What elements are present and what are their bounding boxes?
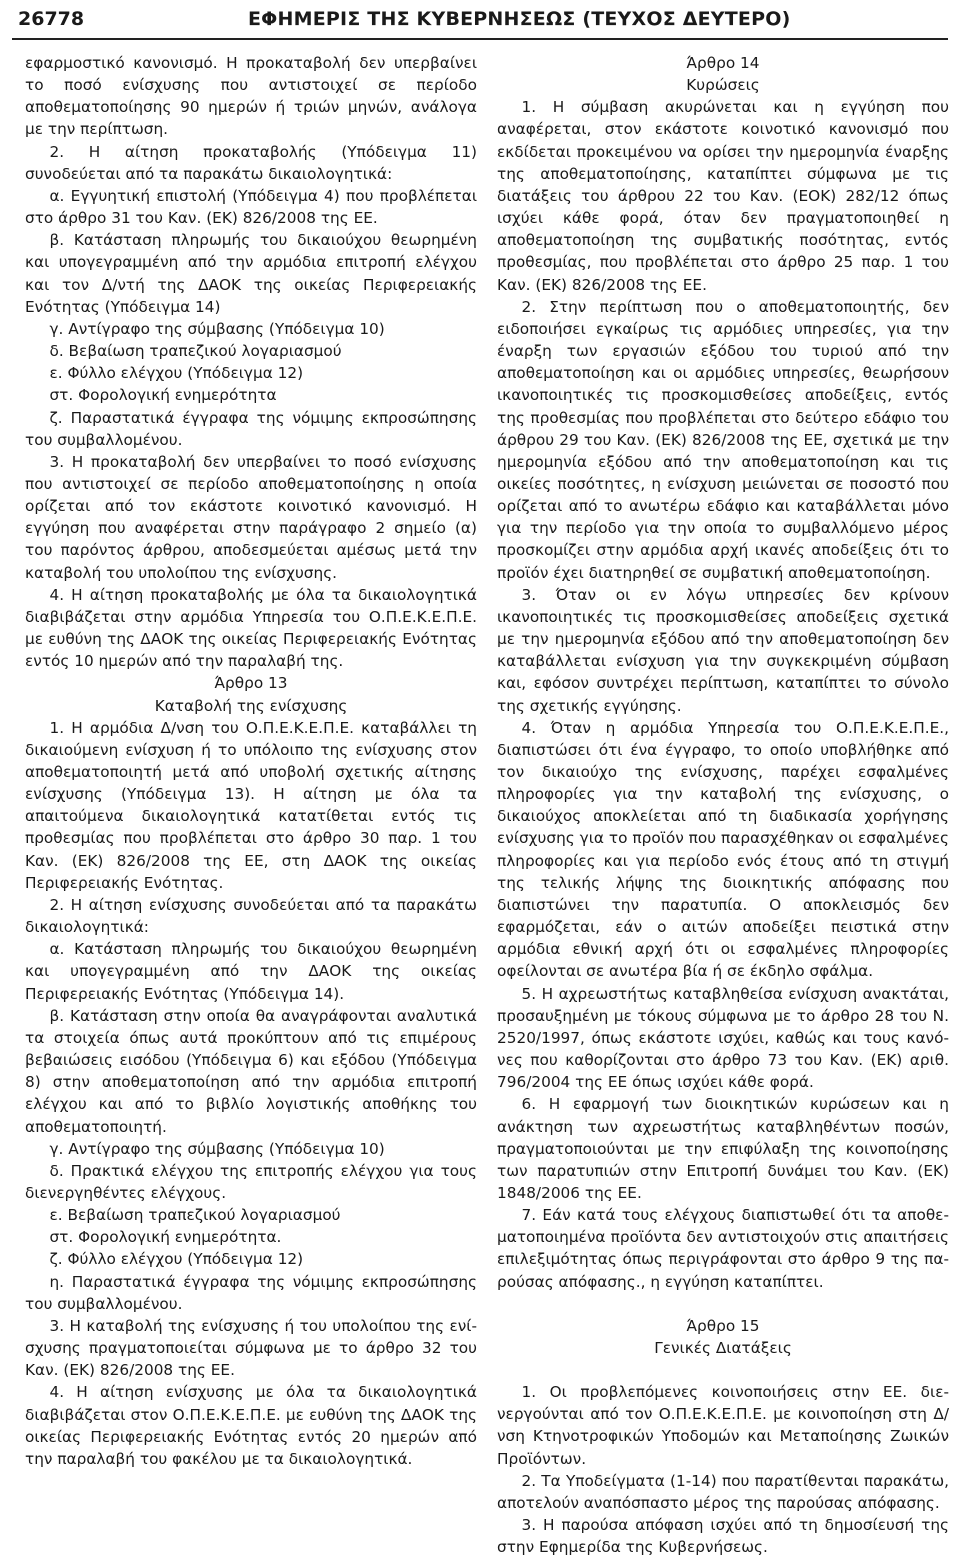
paragraph: στ. Φορολογική ενημερότητα. bbox=[49, 1228, 282, 1247]
article-heading: Γενικές Διατάξεις bbox=[654, 1338, 792, 1357]
page-number: 26778 bbox=[18, 8, 85, 30]
paragraph: 7. Εάν κατά τους ελέγχους διαπιστωθεί ότι τα αποθεματοποιημένα προϊόντα δεν αντιστοιχούν στις απαιτήσεις επιλεξιμότητας όπως περιγράφονται στο άρθρο 9 της παρούσας απόφασης., η εγγύηση καταπίπτει. bbox=[497, 1206, 949, 1291]
page-header bbox=[12, 4, 948, 38]
paragraph: δ. Βεβαίωση τραπεζικού λογαριασμού bbox=[49, 342, 342, 361]
article-heading: Καταβολή της ενίσχυσης bbox=[154, 696, 348, 715]
paragraph: ε. Φύλλο ελέγχου (Υπόδειγμα 12) bbox=[49, 364, 304, 383]
paragraph: 2. Τα Υποδείγματα (1-14) που παρατίθενται παρακάτω, αποτελούν αναπόσπαστο μέρος της παρούσας απόφασης. bbox=[497, 1471, 949, 1512]
paragraph: ε. Βεβαίωση τραπεζικού λογαριασμού bbox=[49, 1206, 341, 1225]
paragraph: 4. Η αίτηση ενίσχυσης με όλα τα δικαιολογητικά διαβιβάζεται στον Ο.Π.Ε.Κ.Ε.Π.Ε. με ευθύνη της ΔΑΟΚ της οικείας Περιφερειακής Ενότητας εντός 20 ημερών από την παραλαβή του φακέλου με τα δικαιολογητικά. bbox=[25, 1383, 477, 1468]
paragraph: δ. Πρακτικά ελέγχου της επιτροπής ελέγχου για τους διενεργηθέντες ελέγχους. bbox=[25, 1161, 477, 1202]
paragraph: 1. Η σύμβαση ακυρώνεται και η εγγύηση που αναφέρεται, στον εκάστοτε κοινοτικό κανονισμό που εκδίδεται προκειμένου να ορίσει την ημερομηνία έναρξης της αποθεματοποίησης, καταπίπτει σύμφωνα με τις διατάξεις του άρθρου 22 του Καν. (ΕΟΚ) 282/12 όπως ισχύει κάθε φορά, όταν δεν πραγματοποιηθεί η αποθεματοποίηση της συμβατικής ποσότητας, εντός προθεσμίας, που προβλέπεται στο άρθρο 25 παρ. 1 του Καν. (ΕΚ) 826/2008 της ΕΕ. bbox=[497, 98, 949, 294]
paragraph: 3. Η προκαταβολή δεν υπερβαίνει το ποσό ενίσχυσης που αντιστοιχεί σε περίοδο αποθεματοποίησης η οποία ορίζεται από τον εκάστοτε κοινοτικό κανονισμό. Η εγγύηση που αναφέρεται στην παράγραφο 2 σημείο (α) του παρόντος άρθρου, αποδεσμεύεται αμέσως μετά την καταβολή του υπολοίπου της ενίσχυσης. bbox=[25, 452, 477, 582]
paragraph: 3. Όταν οι εν λόγω υπηρεσίες δεν κρίνουν ικανοποιητικές τις προσκομισθείσες αποδείξεις σχετικά με την ημερομηνία εξόδου από την αποθεματοποίηση δεν καταβάλλεται ενίσχυση για την συγκεκριμένη σύμβαση και, εφόσον συντρέχει περίπτωση, καταπίπτει το σύνολο της σχετικής εγγύησης. bbox=[497, 585, 949, 715]
article-heading: Άρθρο 13 bbox=[214, 674, 288, 693]
paragraph: ζ. Φύλλο ελέγχου (Υπόδειγμα 12) bbox=[49, 1250, 304, 1269]
right-column bbox=[497, 52, 949, 1558]
paragraph: 4. Όταν η αρμόδια Υπηρεσία του Ο.Π.Ε.Κ.Ε.Π.Ε., διαπιστώσει ότι ένα έγγραφο, το οποίο υποβλήθηκε από τον δικαιούχο της ενίσχυσης, παρέχει εσφαλμένες πληροφορίες για την καταβολή της ενίσχυσης, ο δικαιούχος αποκλείεται από τη διαδικασία χορήγησης ενίσχυσης για το προϊόν που παρασχέθηκαν οι εσφαλμένες πληροφορίες και για περίοδο ενός έτους από τη στιγμή της τελικής λήψης της διοικητικής απόφασης που διαπιστώνει την παρατυπία. Ο αποκλεισμός δεν εφαρμόζεται, εάν ο αιτών αποδείξει πειστικά στην αρμόδια εθνική αρχή ότι οι εσφαλμένες πληροφορίες οφείλονται σε ανωτέρα βία ή σε έκδηλο σφάλμα. bbox=[497, 718, 949, 981]
paragraph: α. Κατάσταση πληρωμής του δικαιούχου θεωρημένη και υπογεγραμμένη από την ΔΑΟΚ της οικείας Περιφερειακής Ενότητας (Υπόδειγμα 14). bbox=[25, 940, 477, 1003]
article-heading: Κυρώσεις bbox=[686, 76, 760, 95]
paragraph: ζ. Παραστατικά έγγραφα της νόμιμης εκπροσώπησης του συμβαλλομένου. bbox=[25, 408, 477, 449]
paragraph: στ. Φορολογική ενημερότητα bbox=[49, 386, 277, 405]
paragraph: 6. Η εφαρμογή των διοικητικών κυρώσεων και η ανάκτηση των αχρεωστήτως καταβληθέντων ποσών, πραγματοποιούνται με την επιφύλαξη της κοινοποίησης των παρατυπιών στην Επιτροπή δυνάμει του Καν. (ΕΚ) 1848/2006 της ΕΕ. bbox=[497, 1095, 949, 1202]
paragraph: 4. Η αίτηση προκαταβολής με όλα τα δικαιολογητικά διαβιβάζεται στην αρμόδια Υπηρεσία του Ο.Π.Ε.Κ.Ε.Π.Ε. με ευθύνη της ΔΑΟΚ της οικείας Περιφερειακής Ενότητας εντός 10 ημερών από την παραλαβή της. bbox=[25, 585, 477, 671]
paragraph: 1. Οι προβλεπόμενες κοινοποιήσεις στην ΕΕ. διενεργούνται από τον Ο.Π.Ε.Κ.Ε.Π.Ε. με κοινοποίηση στη Δ/νση Κτηνοτροφικών Υποδομών και Μεταποίησης Ζωικών Προϊόντων. bbox=[497, 1383, 949, 1468]
article-heading: Άρθρο 15 bbox=[686, 1316, 760, 1335]
paragraph: α. Εγγυητική επιστολή (Υπόδειγμα 4) που προβλέπεται στο άρθρο 31 του Καν. (ΕΚ) 826/2008 της ΕΕ. bbox=[25, 186, 477, 228]
paragraph: εφαρμοστικό κανονισμό. Η προκαταβολή δεν υπερβαίνει το ποσό ενίσχυσης που αντιστοιχεί σε περίοδο αποθεματοποίησης 90 ημερών ή τριών μηνών, ανάλογα με την περίπτωση. bbox=[25, 54, 477, 139]
left-column bbox=[25, 52, 477, 1470]
paragraph: 1. Η αρμόδια Δ/νση του Ο.Π.Ε.Κ.Ε.Π.Ε. καταβάλλει τη δικαιούμενη ενίσχυση ή το υπόλοιπο της ενίσχυσης στον αποθεματοποιητή μετά από υποβολή σχετικής αίτησης ενίσχυσης (Υπόδειγμα 13). Η αίτηση με όλα τα απαιτούμενα δικαιολογητικά κατατίθεται εντός τις προθεσμίας που προβλέπεται στο άρθρο 30 παρ. 1 του Καν. (ΕΚ) 826/2008 της ΕΕ, στη ΔΑΟΚ της οικείας Περιφερειακής Ενότητας. bbox=[25, 718, 477, 892]
paragraph: γ. Αντίγραφο της σύμβασης (Υπόδειγμα 10) bbox=[49, 1139, 385, 1158]
paragraph: 2. Στην περίπτωση που ο αποθεματοποιητής, δεν ειδοποιήσει εγκαίρως τις αρμόδιες υπηρεσίες, για την έναρξη των εργασιών εξόδου του τυριού από την αποθεματοποίηση και οι αρμόδιες υπηρεσίες, θεωρήσουν ικανοποιητικές τις προσκομισθείσες αποδείξεις, εντός της προθεσμίας που προβλέπεται στο δεύτερο εδάφιο του άρθρου 29 του Καν. (ΕΚ) 826/2008 της ΕΕ, σχετικά με την ημερομηνία εξόδου από την αποθεματοποίηση και τις οικείες ποσότητες, η ενίσχυση μειώνεται σε ποσοστό που ορίζεται από το ανωτέρω εδάφιο και καταβάλλεται μόνο για την περίοδο για την οποία το συμβαλλόμενο μέρος προσκομίζει στην αρμόδια αρχή ικανές αποδείξεις ότι το προϊόν έχει διατηρηθεί σε συμβατική αποθεματοποίηση. bbox=[497, 297, 949, 582]
paragraph: η. Παραστατικά έγγραφα της νόμιμης εκπροσώπησης του συμβαλλομένου. bbox=[25, 1272, 477, 1313]
paragraph: γ. Αντίγραφο της σύμβασης (Υπόδειγμα 10) bbox=[49, 319, 385, 338]
header-rule bbox=[12, 38, 948, 40]
paragraph: 2. Η αίτηση ενίσχυσης συνοδεύεται από τα παρακάτω δικαιολογητικά: bbox=[25, 895, 477, 937]
gazette-title: ΕΦΗΜΕΡΙΣ ΤΗΣ ΚΥΒΕΡΝΗΣΕΩΣ (ΤΕΥΧΟΣ ΔΕΥΤΕΡΟ) bbox=[248, 8, 791, 30]
paragraph: 3. Η παρούσα απόφαση ισχύει από τη δημοσίευσή της στην Εφημερίδα της Κυβερνήσεως. bbox=[497, 1516, 949, 1557]
paragraph: 2. Η αίτηση προκαταβολής (Υπόδειγμα 11) συνοδεύεται από τα παρακάτω δικαιολογητικά: bbox=[25, 142, 477, 183]
paragraph: 3. Η καταβολή της ενίσχυσης ή του υπολοίπου της ενίσχυσης πραγματοποιείται σύμφωνα με το άρθρο 32 του Καν. (ΕΚ) 826/2008 της ΕΕ. bbox=[25, 1316, 477, 1380]
spacer bbox=[497, 1293, 949, 1315]
paragraph: β. Κατάσταση στην οποία θα αναγράφονται αναλυτικά τα στοιχεία όπως αυτά προκύπτουν από τις επιμέρους βεβαιώσεις εισόδου (Υπόδειγμα 6) και εξόδου (Υπόδειγμα 8) στην αποθεματοποίηση από την αρμόδια επιτροπή ελέγχου και από το βιβλίο λογιστικής αποθήκης του αποθεματοποιητή. bbox=[25, 1006, 477, 1136]
paragraph: 5. Η αχρεωστήτως καταβληθείσα ενίσχυση ανακτάται, προσαυξημένη με τόκους σύμφωνα με το άρθρο 28 του Ν. 2520/1997, όπως εκάστοτε ισχύει, καθώς και τους κανόνες που καθορίζονται στο άρθρο 73 του Καν. (ΕΚ) αριθ. 796/2004 της ΕΕ όπως ισχύει κάθε φορά. bbox=[497, 984, 949, 1092]
paragraph: β. Κατάσταση πληρωμής του δικαιούχου θεωρημένη και υπογεγραμμένη από την αρμόδια επιτροπή ελέγχου και τον Δ/ντή της ΔΑΟΚ της οικείας Περιφερειακής Ενότητας (Υπόδειγμα 14) bbox=[25, 231, 477, 316]
article-heading: Άρθρο 14 bbox=[686, 54, 760, 72]
